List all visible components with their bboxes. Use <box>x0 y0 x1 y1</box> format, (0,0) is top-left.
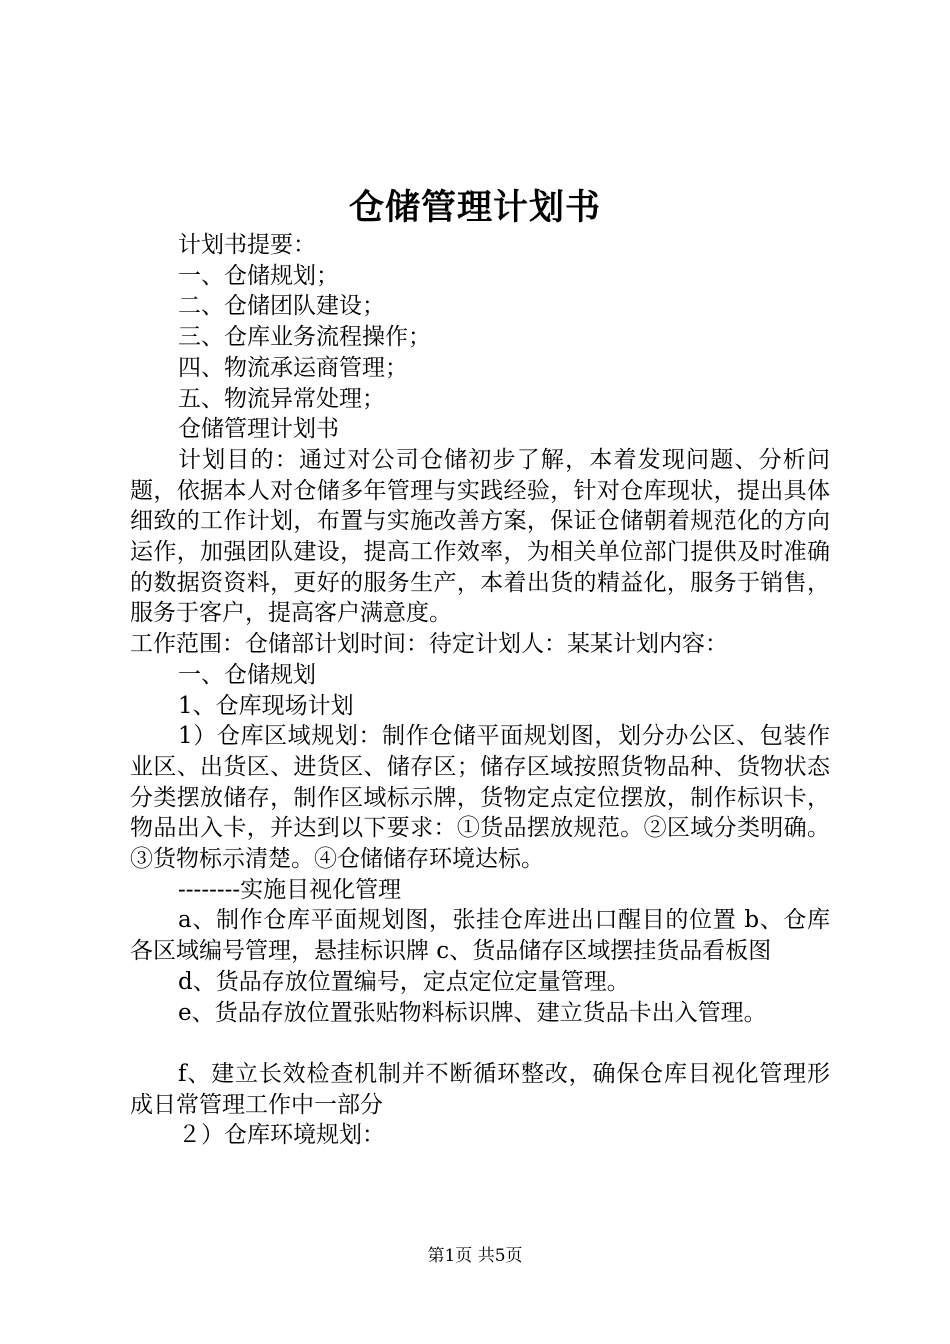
paragraph-zone-planning: 1）仓库区域规划：制作仓储平面规划图，划分办公区、包装作业区、出货区、进货区、储存区；储存区域按照货物品种、货物状态分类摆放储存，制作区域标示牌，货物定点定位摆放，制作标识卡，物品出入卡，并达到以下要求：①货品摆放规范。②区域分类明确。③货物标示清楚。④仓储储存环境达标。 <box>130 723 830 873</box>
paragraph-outline-item-2: 二、仓储团队建设； <box>178 293 385 320</box>
paragraph-work-scope: 工作范围：仓储部计划时间：待定计划人：某某计划内容： <box>130 631 728 658</box>
paragraph-environment-planning: ２）仓库环境规划： <box>178 1122 385 1149</box>
paragraph-plan-subtitle: 仓储管理计划书 <box>178 416 339 443</box>
blank-line <box>130 1028 830 1059</box>
page-footer <box>0 1244 950 1268</box>
paragraph-item-a-b-c: a、制作仓库平面规划图，张挂仓库进出口醒目的位置 b、仓库各区域编号管理，悬挂标识牌 c、货品储存区域摆挂货品看板图 <box>130 907 830 965</box>
paragraph-item-d: d、货品存放位置编号，定点定位定量管理。 <box>178 968 630 995</box>
paragraph-outline-item-1: 一、仓储规划； <box>178 262 339 289</box>
paragraph-subsection-heading: 1、仓库现场计划 <box>178 692 354 719</box>
paragraph-visual-management: --------实施目视化管理 <box>178 876 402 903</box>
document-body <box>130 230 830 1151</box>
paragraph-plan-purpose: 计划目的：通过对公司仓储初步了解，本着发现问题、分析问题，依据本人对仓储多年管理与实践经验，针对仓库现状，提出具体细致的工作计划，布置与实施改善方案，保证仓储朝着规范化的方向运作，加强团队建设，提高工作效率，为相关单位部门提供及时准确的数据资资料，更好的服务生产，本着出货的精益化，服务于销售，服务于客户，提高客户满意度。 <box>130 446 830 627</box>
paragraph-item-f: f、建立长效检查机制并不断循环整改，确保仓库目视化管理形成日常管理工作中一部分 <box>130 1060 830 1118</box>
paragraph-summary-heading: 计划书提要： <box>178 232 316 258</box>
page-number: 第1页 共5页 <box>427 1246 523 1266</box>
paragraph-outline-item-5: 五、物流异常处理； <box>178 385 385 412</box>
paragraph-section-heading: 一、仓储规划 <box>178 661 316 688</box>
paragraph-item-e: e、货品存放位置张贴物料标识牌、建立货品卡出入管理。 <box>178 999 767 1026</box>
document-title: 仓储管理计划书 <box>348 188 601 228</box>
paragraph-outline-item-4: 四、物流承运商管理； <box>178 354 408 381</box>
paragraph-outline-item-3: 三、仓库业务流程操作； <box>178 324 431 351</box>
